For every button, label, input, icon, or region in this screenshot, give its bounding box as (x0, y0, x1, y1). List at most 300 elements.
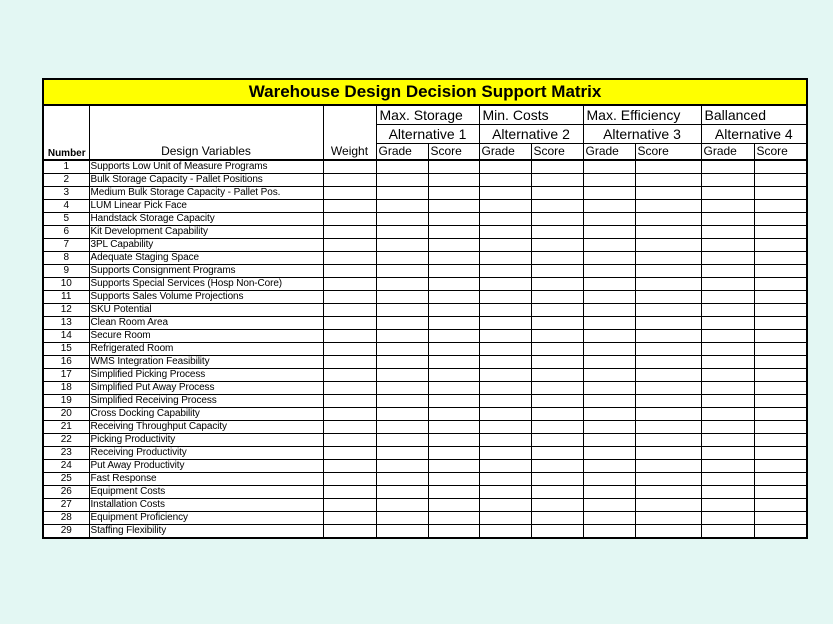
alt2-score-cell[interactable] (531, 460, 583, 473)
design-variable-cell[interactable]: Supports Sales Volume Projections (89, 291, 323, 304)
alt1-score-cell[interactable] (428, 200, 479, 213)
weight-cell[interactable] (323, 434, 376, 447)
alt3-score-cell[interactable] (635, 291, 701, 304)
alt2-grade-cell[interactable] (479, 317, 531, 330)
alt1-score-cell[interactable] (428, 174, 479, 187)
alt4-score-cell[interactable] (754, 226, 807, 239)
alt4-score-header: Score (754, 144, 807, 161)
weight-cell[interactable] (323, 421, 376, 434)
alt1-score-cell[interactable] (428, 330, 479, 343)
design-variable-cell[interactable]: Put Away Productivity (89, 460, 323, 473)
alt2-grade-cell[interactable] (479, 200, 531, 213)
alt4-grade-cell[interactable] (701, 408, 754, 421)
alt4-grade-cell[interactable] (701, 512, 754, 525)
alt3-grade-cell[interactable] (583, 369, 635, 382)
weight-cell[interactable] (323, 304, 376, 317)
design-variable-cell[interactable]: Refrigerated Room (89, 343, 323, 356)
alt1-grade-cell[interactable] (376, 304, 428, 317)
alt3-name: Max. Efficiency (583, 105, 701, 125)
alt1-score-cell[interactable] (428, 343, 479, 356)
alt1-score-cell[interactable] (428, 213, 479, 226)
design-variable-cell[interactable]: WMS Integration Feasibility (89, 356, 323, 369)
alt1-grade-cell[interactable] (376, 265, 428, 278)
design-variable-cell[interactable]: SKU Potential (89, 304, 323, 317)
weight-cell[interactable] (323, 291, 376, 304)
design-variable-cell[interactable]: Picking Productivity (89, 434, 323, 447)
weight-cell[interactable] (323, 473, 376, 486)
alt4-score-cell[interactable] (754, 369, 807, 382)
alt3-score-cell[interactable] (635, 252, 701, 265)
alt4-grade-cell[interactable] (701, 174, 754, 187)
alt2-score-cell[interactable] (531, 226, 583, 239)
alt4-grade-cell[interactable] (701, 330, 754, 343)
alt1-score-cell[interactable] (428, 447, 479, 460)
alt1-score-cell[interactable] (428, 499, 479, 512)
alt2-score-cell[interactable] (531, 239, 583, 252)
alt2-grade-cell[interactable] (479, 239, 531, 252)
weight-cell[interactable] (323, 395, 376, 408)
alt4-score-cell[interactable] (754, 421, 807, 434)
alt1-grade-cell[interactable] (376, 330, 428, 343)
alt4-grade-cell[interactable] (701, 434, 754, 447)
alt3-grade-cell[interactable] (583, 187, 635, 200)
alt3-grade-cell[interactable] (583, 421, 635, 434)
alt1-grade-cell[interactable] (376, 226, 428, 239)
weight-cell[interactable] (323, 265, 376, 278)
alt4-score-cell[interactable] (754, 434, 807, 447)
table-row (43, 200, 807, 213)
design-variable-cell[interactable]: Staffing Flexibility (89, 525, 323, 539)
weight-cell[interactable] (323, 525, 376, 539)
alt1-score-cell[interactable] (428, 408, 479, 421)
design-variable-cell[interactable]: Clean Room Area (89, 317, 323, 330)
alt4-score-cell[interactable] (754, 160, 807, 174)
alt3-grade-cell[interactable] (583, 278, 635, 291)
alt4-grade-cell[interactable] (701, 369, 754, 382)
alt4-score-cell[interactable] (754, 278, 807, 291)
alt4-grade-cell[interactable] (701, 421, 754, 434)
design-variable-cell[interactable]: Kit Development Capability (89, 226, 323, 239)
alt1-score-cell[interactable] (428, 317, 479, 330)
alt3-grade-cell[interactable] (583, 382, 635, 395)
alt3-grade-cell[interactable] (583, 512, 635, 525)
alt2-score-cell[interactable] (531, 447, 583, 460)
alt2-score-cell[interactable] (531, 265, 583, 278)
alt2-grade-cell[interactable] (479, 369, 531, 382)
alt4-score-cell[interactable] (754, 200, 807, 213)
alt1-score-cell[interactable] (428, 278, 479, 291)
alt2-grade-cell[interactable] (479, 174, 531, 187)
alt1-score-cell[interactable] (428, 369, 479, 382)
alt1-grade-cell[interactable] (376, 499, 428, 512)
weight-cell[interactable] (323, 356, 376, 369)
alt1-grade-cell[interactable] (376, 369, 428, 382)
alt4-score-cell[interactable] (754, 356, 807, 369)
alt1-score-cell[interactable] (428, 382, 479, 395)
design-variable-cell[interactable]: Secure Room (89, 330, 323, 343)
alt4-grade-cell[interactable] (701, 239, 754, 252)
alt4-score-cell[interactable] (754, 291, 807, 304)
weight-cell[interactable] (323, 499, 376, 512)
alt2-score-cell[interactable] (531, 499, 583, 512)
alt2-score-cell[interactable] (531, 525, 583, 539)
weight-cell[interactable] (323, 252, 376, 265)
design-variable-cell[interactable]: 3PL Capability (89, 239, 323, 252)
weight-cell[interactable] (323, 200, 376, 213)
alt4-score-cell[interactable] (754, 447, 807, 460)
alt3-grade-cell[interactable] (583, 200, 635, 213)
design-variable-cell[interactable]: Adequate Staging Space (89, 252, 323, 265)
alt3-grade-cell[interactable] (583, 447, 635, 460)
alt2-grade-cell[interactable] (479, 525, 531, 539)
alt1-score-cell[interactable] (428, 460, 479, 473)
alt4-score-cell[interactable] (754, 252, 807, 265)
alt1-grade-cell[interactable] (376, 278, 428, 291)
weight-cell[interactable] (323, 239, 376, 252)
weight-cell[interactable] (323, 317, 376, 330)
row-number: 9 (43, 265, 89, 278)
alt2-score-cell[interactable] (531, 291, 583, 304)
weight-cell[interactable] (323, 160, 376, 174)
alt1-score-cell[interactable] (428, 395, 479, 408)
weight-cell[interactable] (323, 174, 376, 187)
alt4-score-cell[interactable] (754, 499, 807, 512)
alt4-score-cell[interactable] (754, 304, 807, 317)
weight-cell[interactable] (323, 447, 376, 460)
alt4-score-cell[interactable] (754, 239, 807, 252)
alt2-grade-cell[interactable] (479, 447, 531, 460)
alt2-score-cell[interactable] (531, 421, 583, 434)
alt2-score-cell[interactable] (531, 434, 583, 447)
alt3-score-cell[interactable] (635, 330, 701, 343)
alt2-score-cell[interactable] (531, 369, 583, 382)
weight-cell[interactable] (323, 382, 376, 395)
alt3-grade-cell[interactable] (583, 499, 635, 512)
table-row (43, 160, 807, 174)
alt2-score-cell[interactable] (531, 187, 583, 200)
alt3-score-cell[interactable] (635, 460, 701, 473)
alt3-grade-cell[interactable] (583, 395, 635, 408)
alt3-score-cell[interactable] (635, 369, 701, 382)
alt3-grade-cell[interactable] (583, 408, 635, 421)
weight-cell[interactable] (323, 343, 376, 356)
alt4-grade-cell[interactable] (701, 226, 754, 239)
alt2-grade-cell[interactable] (479, 356, 531, 369)
alt4-score-cell[interactable] (754, 408, 807, 421)
alt4-score-cell[interactable] (754, 174, 807, 187)
alt4-grade-cell[interactable] (701, 525, 754, 539)
alt3-score-cell[interactable] (635, 421, 701, 434)
alt2-grade-cell[interactable] (479, 421, 531, 434)
alt3-score-cell[interactable] (635, 265, 701, 278)
alt3-score-cell[interactable] (635, 499, 701, 512)
alt4-score-cell[interactable] (754, 486, 807, 499)
alt1-grade-cell[interactable] (376, 200, 428, 213)
alt2-score-cell[interactable] (531, 473, 583, 486)
design-variable-cell[interactable]: Handstack Storage Capacity (89, 213, 323, 226)
alt4-grade-cell[interactable] (701, 291, 754, 304)
weight-cell[interactable] (323, 486, 376, 499)
alt4-grade-cell[interactable] (701, 486, 754, 499)
alt4-grade-cell[interactable] (701, 304, 754, 317)
alt4-score-cell[interactable] (754, 460, 807, 473)
alt1-score-cell[interactable] (428, 291, 479, 304)
alt2-grade-cell[interactable] (479, 330, 531, 343)
alt1-score-cell[interactable] (428, 187, 479, 200)
alt1-score-cell[interactable] (428, 265, 479, 278)
weight-cell[interactable] (323, 213, 376, 226)
alt4-score-cell[interactable] (754, 265, 807, 278)
alt1-score-cell[interactable] (428, 239, 479, 252)
alt2-grade-cell[interactable] (479, 304, 531, 317)
alt1-grade-cell[interactable] (376, 343, 428, 356)
design-variable-cell[interactable]: Simplified Picking Process (89, 369, 323, 382)
alt2-score-cell[interactable] (531, 213, 583, 226)
alt1-score-cell[interactable] (428, 252, 479, 265)
alt2-grade-cell[interactable] (479, 408, 531, 421)
alt1-grade-cell[interactable] (376, 473, 428, 486)
weight-cell[interactable] (323, 408, 376, 421)
alt2-score-cell[interactable] (531, 395, 583, 408)
alt1-grade-cell[interactable] (376, 408, 428, 421)
alt1-grade-cell[interactable] (376, 356, 428, 369)
alt3-score-cell[interactable] (635, 395, 701, 408)
alt3-score-cell[interactable] (635, 226, 701, 239)
alt1-grade-cell[interactable] (376, 486, 428, 499)
alt1-score-cell[interactable] (428, 304, 479, 317)
alt2-grade-cell[interactable] (479, 473, 531, 486)
alt4-grade-cell[interactable] (701, 356, 754, 369)
alt1-grade-cell[interactable] (376, 382, 428, 395)
alt2-grade-cell[interactable] (479, 395, 531, 408)
alt3-grade-cell[interactable] (583, 174, 635, 187)
alt1-grade-cell[interactable] (376, 252, 428, 265)
weight-cell[interactable] (323, 278, 376, 291)
alt4-grade-cell[interactable] (701, 395, 754, 408)
alt1-grade-cell[interactable] (376, 525, 428, 539)
alt1-grade-cell[interactable] (376, 512, 428, 525)
alt3-score-cell[interactable] (635, 317, 701, 330)
alt4-grade-cell[interactable] (701, 343, 754, 356)
table-row (43, 356, 807, 369)
alt2-score-cell[interactable] (531, 356, 583, 369)
alt2-score-cell[interactable] (531, 382, 583, 395)
alt4-score-cell[interactable] (754, 343, 807, 356)
alt3-grade-cell[interactable] (583, 291, 635, 304)
alt4-score-cell[interactable] (754, 473, 807, 486)
alt4-grade-cell[interactable] (701, 187, 754, 200)
design-variable-cell[interactable]: Bulk Storage Capacity - Pallet Positions (89, 174, 323, 187)
alt2-grade-cell[interactable] (479, 382, 531, 395)
design-variable-cell[interactable]: Installation Costs (89, 499, 323, 512)
alt1-score-cell[interactable] (428, 525, 479, 539)
alt2-score-cell[interactable] (531, 278, 583, 291)
alt2-score-cell[interactable] (531, 304, 583, 317)
alt1-grade-cell[interactable] (376, 291, 428, 304)
design-variable-cell[interactable]: Receiving Throughput Capacity (89, 421, 323, 434)
alt4-grade-cell[interactable] (701, 200, 754, 213)
alt2-score-cell[interactable] (531, 330, 583, 343)
alt2-grade-cell[interactable] (479, 291, 531, 304)
alt2-grade-cell[interactable] (479, 160, 531, 174)
table-row (43, 395, 807, 408)
table-row (43, 512, 807, 525)
alt1-score-cell[interactable] (428, 226, 479, 239)
alt4-score-cell[interactable] (754, 317, 807, 330)
alt1-grade-cell[interactable] (376, 213, 428, 226)
alt3-score-cell[interactable] (635, 486, 701, 499)
design-variable-cell[interactable]: Medium Bulk Storage Capacity - Pallet Pos. (89, 187, 323, 200)
alt2-score-cell[interactable] (531, 486, 583, 499)
alt3-score-cell[interactable] (635, 278, 701, 291)
alt3-score-cell[interactable] (635, 174, 701, 187)
alt2-grade-cell[interactable] (479, 226, 531, 239)
design-variable-cell[interactable]: Fast Response (89, 473, 323, 486)
alt3-grade-cell[interactable] (583, 473, 635, 486)
alt2-grade-cell[interactable] (479, 434, 531, 447)
alt3-score-cell[interactable] (635, 213, 701, 226)
alt2-grade-cell[interactable] (479, 265, 531, 278)
alt3-grade-cell[interactable] (583, 317, 635, 330)
alt2-score-cell[interactable] (531, 317, 583, 330)
design-variable-cell[interactable]: Equipment Proficiency (89, 512, 323, 525)
alt3-score-cell[interactable] (635, 239, 701, 252)
alt1-grade-cell[interactable] (376, 239, 428, 252)
design-variable-cell[interactable]: Supports Low Unit of Measure Programs (89, 160, 323, 174)
alt4-grade-cell[interactable] (701, 265, 754, 278)
alt3-score-cell[interactable] (635, 160, 701, 174)
alt3-grade-cell[interactable] (583, 160, 635, 174)
alt1-score-cell[interactable] (428, 473, 479, 486)
alt4-grade-cell[interactable] (701, 278, 754, 291)
alt2-score-cell[interactable] (531, 252, 583, 265)
alt4-grade-cell[interactable] (701, 317, 754, 330)
weight-cell[interactable] (323, 512, 376, 525)
alt3-grade-cell[interactable] (583, 239, 635, 252)
alt3-score-cell[interactable] (635, 200, 701, 213)
alt4-grade-cell[interactable] (701, 213, 754, 226)
alt3-label: Alternative 3 (583, 125, 701, 144)
alt3-grade-cell[interactable] (583, 213, 635, 226)
alt2-grade-cell[interactable] (479, 512, 531, 525)
design-variable-cell[interactable]: Cross Docking Capability (89, 408, 323, 421)
design-variable-cell[interactable]: Simplified Receiving Process (89, 395, 323, 408)
alt3-grade-cell[interactable] (583, 486, 635, 499)
alt3-score-cell[interactable] (635, 343, 701, 356)
alt2-name: Min. Costs (479, 105, 583, 125)
alt2-grade-cell[interactable] (479, 213, 531, 226)
design-variable-cell[interactable]: Simplified Put Away Process (89, 382, 323, 395)
alt3-score-cell[interactable] (635, 525, 701, 539)
alt3-score-cell[interactable] (635, 434, 701, 447)
design-variable-cell[interactable]: Supports Special Services (Hosp Non-Core) (89, 278, 323, 291)
alt3-grade-cell[interactable] (583, 330, 635, 343)
weight-cell[interactable] (323, 460, 376, 473)
alt3-score-cell[interactable] (635, 447, 701, 460)
alt4-score-cell[interactable] (754, 213, 807, 226)
alt1-grade-cell[interactable] (376, 174, 428, 187)
design-variable-cell[interactable]: Receiving Productivity (89, 447, 323, 460)
alt4-grade-cell[interactable] (701, 460, 754, 473)
alt3-grade-cell[interactable] (583, 356, 635, 369)
alt1-score-cell[interactable] (428, 434, 479, 447)
alt2-grade-cell[interactable] (479, 499, 531, 512)
alt1-score-cell[interactable] (428, 421, 479, 434)
alt1-grade-cell[interactable] (376, 434, 428, 447)
alt3-score-cell[interactable] (635, 408, 701, 421)
alt2-score-cell[interactable] (531, 174, 583, 187)
alt1-score-cell[interactable] (428, 486, 479, 499)
alt2-grade-cell[interactable] (479, 187, 531, 200)
alt2-grade-cell[interactable] (479, 486, 531, 499)
alt3-grade-cell[interactable] (583, 252, 635, 265)
alt4-score-cell[interactable] (754, 525, 807, 539)
alt4-score-cell[interactable] (754, 330, 807, 343)
alt3-grade-cell[interactable] (583, 265, 635, 278)
alt1-grade-cell[interactable] (376, 460, 428, 473)
alt3-grade-cell[interactable] (583, 226, 635, 239)
alt3-grade-cell[interactable] (583, 304, 635, 317)
alt1-grade-cell[interactable] (376, 421, 428, 434)
alt3-grade-cell[interactable] (583, 434, 635, 447)
alt3-score-cell[interactable] (635, 473, 701, 486)
alt1-grade-cell[interactable] (376, 395, 428, 408)
alt4-score-cell[interactable] (754, 395, 807, 408)
alt4-grade-cell[interactable] (701, 473, 754, 486)
design-variable-cell[interactable]: Supports Consignment Programs (89, 265, 323, 278)
alt4-grade-cell[interactable] (701, 382, 754, 395)
weight-cell[interactable] (323, 330, 376, 343)
alt2-grade-cell[interactable] (479, 278, 531, 291)
alt4-score-cell[interactable] (754, 382, 807, 395)
weight-cell[interactable] (323, 187, 376, 200)
alt3-score-cell[interactable] (635, 304, 701, 317)
alt2-score-cell[interactable] (531, 512, 583, 525)
alt1-score-cell[interactable] (428, 160, 479, 174)
alt4-score-cell[interactable] (754, 512, 807, 525)
alt3-grade-cell[interactable] (583, 343, 635, 356)
alt3-score-cell[interactable] (635, 356, 701, 369)
alt2-score-cell[interactable] (531, 160, 583, 174)
alt4-score-cell[interactable] (754, 187, 807, 200)
alt4-grade-cell[interactable] (701, 252, 754, 265)
design-variable-cell[interactable]: Equipment Costs (89, 486, 323, 499)
alt1-grade-cell[interactable] (376, 317, 428, 330)
alt3-score-cell[interactable] (635, 512, 701, 525)
alt2-grade-cell[interactable] (479, 343, 531, 356)
alt1-grade-cell[interactable] (376, 187, 428, 200)
design-variable-cell[interactable]: LUM Linear Pick Face (89, 200, 323, 213)
alt2-score-cell[interactable] (531, 343, 583, 356)
alt4-grade-cell[interactable] (701, 447, 754, 460)
weight-cell[interactable] (323, 369, 376, 382)
alt1-grade-cell[interactable] (376, 160, 428, 174)
alt4-grade-cell[interactable] (701, 499, 754, 512)
alt3-grade-cell[interactable] (583, 525, 635, 539)
alt2-grade-cell[interactable] (479, 252, 531, 265)
alt1-grade-cell[interactable] (376, 447, 428, 460)
weight-cell[interactable] (323, 226, 376, 239)
alt1-score-cell[interactable] (428, 512, 479, 525)
alt4-grade-cell[interactable] (701, 160, 754, 174)
alt2-score-cell[interactable] (531, 408, 583, 421)
alt3-score-cell[interactable] (635, 187, 701, 200)
alt2-score-cell[interactable] (531, 200, 583, 213)
alt3-score-cell[interactable] (635, 382, 701, 395)
alt3-grade-cell[interactable] (583, 460, 635, 473)
alt2-grade-cell[interactable] (479, 460, 531, 473)
alt1-score-cell[interactable] (428, 356, 479, 369)
